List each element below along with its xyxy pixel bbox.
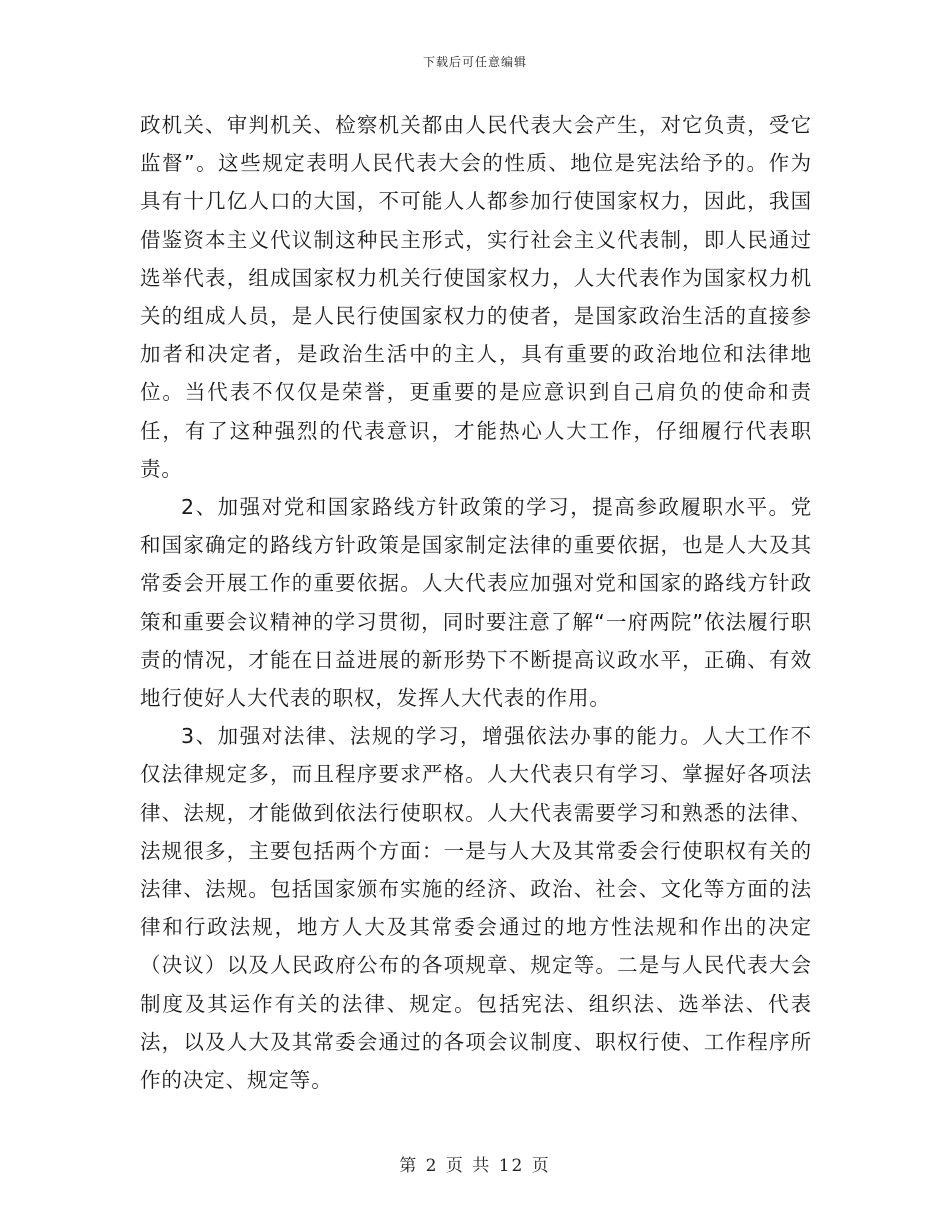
- paragraph-item-2: 2、加强对党和国家路线方针政策的学习，提高参政履职水平。党和国家确定的路线方针政策是国家制定法律的重要依据，也是人大及其常委会开展工作的重要依据。人大代表应加强对党和国家的路线方针政策和重要会议精神的学习贯彻，同时要注意了解“一府两院”依法履行职责的情况，才能在日益进展的新形势下不断提高议政水平，正确、有效地行使好人大代表的职权，发挥人大代表的作用。: [140, 495, 812, 711]
- paragraph-item-3: 3、加强对法律、法规的学习，增强依法办事的能力。人大工作不仅法律规定多，而且程序要求严格。人大代表只有学习、掌握好各项法律、法规，才能做到依法行使职权。人大代表需要学习和熟悉的法律、法规很多，主要包括两个方面：一是与人大及其常委会行使职权有关的法律、法规。包括国家颁布实施的经济、政治、社会、文化等方面的法律和行政法规，地方人大及其常委会通过的地方性法规和作出的决定（决议）以及人民政府公布的各项规章、规定等。二是与人民代表大会制度及其运作有关的法律、规定。包括宪法、组织法、选举法、代表法，以及人大及其常委会通过的各项会议制度、职权行使、工作程序所作的决定、规定等。: [140, 724, 812, 1093]
- page-header: 下载后可任意编辑: [422, 55, 527, 69]
- paragraph-continued: 政机关、审判机关、检察机关都由人民代表大会产生，对它负责，受它监督”。这些规定表明人民代表大会的性质、地位是宪法给予的。作为具有十几亿人口的大国，不可能人人都参加行使国家权力，因此，我国借鉴资本主义代议制这种民主形式，实行社会主义代表制，即人民通过选举代表，组成国家权力机关行使国家权力，人大代表作为国家权力机关的组成人员，是人民行使国家权力的使者，是国家政治生活的直接参加者和决定者，是政治生活中的主人，具有重要的政治地位和法律地位。当代表不仅仅是荣誉，更重要的是应意识到自己肩负的使命和责任，有了这种强烈的代表意识，才能热心人大工作，仔细履行代表职责。: [140, 113, 812, 481]
- document-body: [140, 106, 812, 1099]
- page-number-footer: 第 2 页 共 12 页: [399, 1156, 551, 1176]
